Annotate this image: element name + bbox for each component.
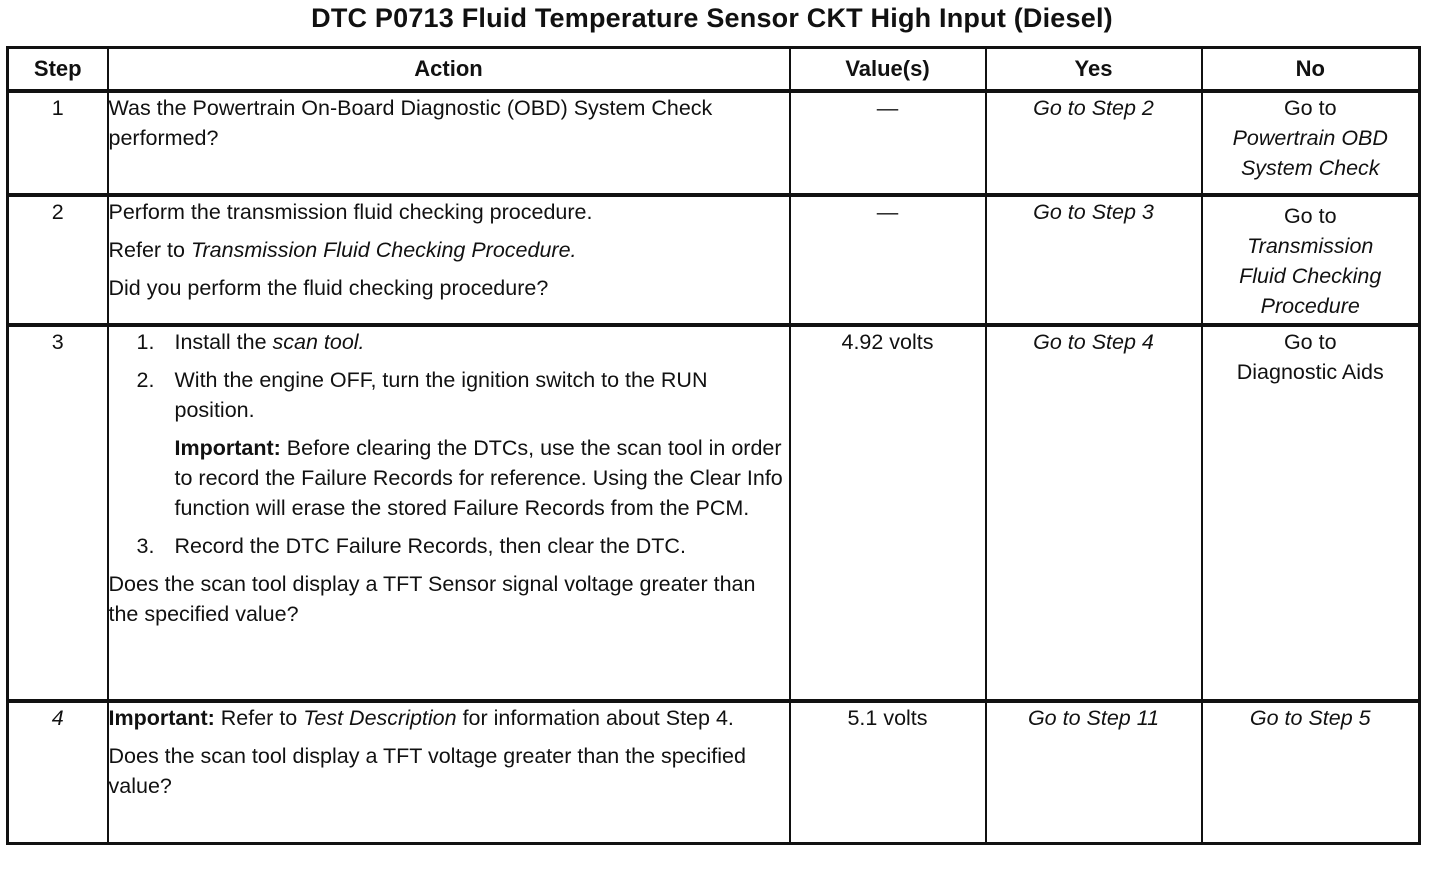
yes-cell: Go to Step 3 <box>986 195 1202 325</box>
no-line: Go to <box>1283 96 1337 120</box>
list-text: With the engine OFF, turn the ignition switch to the RUN position. <box>174 368 708 422</box>
value-cell <box>790 701 986 843</box>
table-row <box>8 91 1420 195</box>
important-label: Important: <box>174 436 281 460</box>
value-text: 4.92 volts <box>841 330 934 354</box>
no-cell: Go to Step 5 <box>1202 701 1420 843</box>
list-number: 3. <box>136 534 155 558</box>
reference-procedure: Transmission Fluid Checking Procedure. <box>190 238 577 262</box>
action-question: Does the scan tool display a TFT Sensor signal voltage greater than the specified value? <box>108 572 756 626</box>
list-item <box>109 327 789 357</box>
important-text: Before clearing the DTCs, use the scan tool in order to record the Failure Records for reference. Using the Clear Info function will erase the stored Failure Records from the PCM. <box>174 436 783 520</box>
value-text: — <box>876 96 899 120</box>
yes-cell: Go to Step 11 <box>986 701 1202 843</box>
step-number: 2 <box>8 195 108 325</box>
no-line: Go to <box>1283 204 1337 228</box>
value-cell <box>790 195 986 325</box>
yes-cell: Go to Step 4 <box>986 325 1202 701</box>
action-cell <box>108 325 790 701</box>
header-action: Action <box>108 48 790 92</box>
list-text: Install the <box>174 330 273 354</box>
no-link: Powertrain OBD System Check <box>1232 126 1388 180</box>
no-link: Diagnostic Aids <box>1236 360 1384 384</box>
procedure-list <box>109 531 789 561</box>
header-step: Step <box>8 48 108 92</box>
step-number: 1 <box>8 91 108 195</box>
step-number: 4 <box>8 701 108 843</box>
table-row <box>8 195 1420 325</box>
action-question: Did you perform the fluid checking procedure? <box>108 276 549 300</box>
value-cell <box>790 325 986 701</box>
list-item <box>109 531 789 561</box>
yes-cell: Go to Step 2 <box>986 91 1202 195</box>
diagnostic-table <box>6 46 1421 845</box>
action-cell <box>108 195 790 325</box>
step-number: 3 <box>8 325 108 701</box>
action-text: Was the Powertrain On-Board Diagnostic (OBD) System Check performed? <box>108 96 713 150</box>
action-text: Perform the transmission fluid checking procedure. <box>108 200 593 224</box>
no-line: Go to <box>1283 330 1337 354</box>
no-cell <box>1202 195 1420 325</box>
action-cell <box>108 701 790 843</box>
table-row <box>8 325 1420 701</box>
action-reference <box>109 235 789 265</box>
important-text: Refer to <box>214 706 304 730</box>
page-title: DTC P0713 Fluid Temperature Sensor CKT High Input (Diesel) <box>311 3 1113 33</box>
important-text-end: for information about Step 4. <box>456 706 734 730</box>
table-header-row <box>8 48 1420 92</box>
important-note <box>109 703 789 733</box>
header-no: No <box>1202 48 1420 92</box>
list-item <box>109 365 789 425</box>
header-values: Value(s) <box>790 48 986 92</box>
header-yes: Yes <box>986 48 1202 92</box>
no-link: Transmission Fluid Checking Procedure <box>1239 234 1382 318</box>
procedure-list <box>109 327 789 425</box>
value-text: — <box>876 200 899 224</box>
list-text: Record the DTC Failure Records, then clear the DTC. <box>174 534 686 558</box>
no-cell <box>1202 91 1420 195</box>
test-description-term: Test Description <box>303 706 457 730</box>
list-number: 1. <box>136 330 155 354</box>
list-number: 2. <box>136 368 155 392</box>
action-cell <box>108 91 790 195</box>
table-row <box>8 701 1420 843</box>
important-label: Important: <box>108 706 215 730</box>
reference-prefix: Refer to <box>108 238 191 262</box>
action-question: Does the scan tool display a TFT voltage greater than the specified value? <box>108 744 746 798</box>
no-cell <box>1202 325 1420 701</box>
value-text: 5.1 volts <box>847 706 928 730</box>
important-note <box>109 433 789 523</box>
value-cell <box>790 91 986 195</box>
scan-tool-term: scan tool. <box>272 330 365 354</box>
